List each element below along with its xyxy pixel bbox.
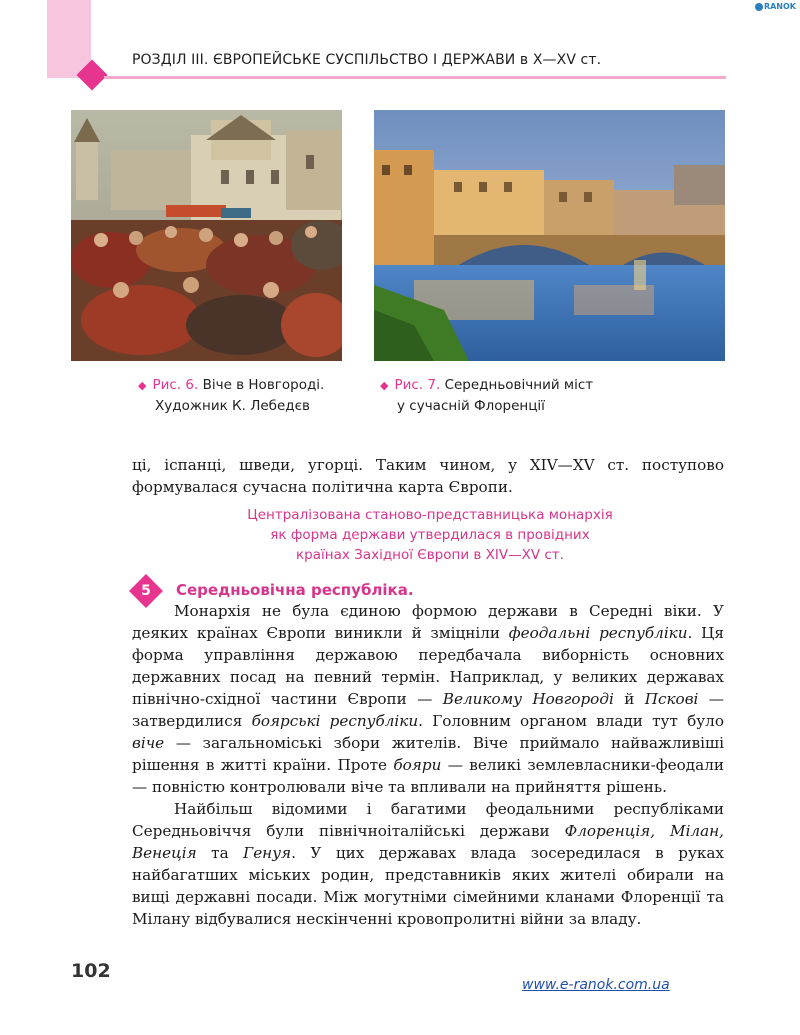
text-run: — загальноміські збори жителів. Віче приймало найважливіші рішення в житті країни. Проте bbox=[132, 734, 724, 774]
figure-7-line2: у сучасній Флоренції bbox=[397, 398, 545, 414]
term-novgorod: Великому Новгороді bbox=[442, 690, 614, 708]
conclusion-line-3: країнах Західної Європи в XIV—XV ст. bbox=[296, 547, 564, 563]
text-run: й bbox=[613, 690, 645, 708]
figure-7-caption bbox=[380, 375, 593, 416]
term-boyar-republics: боярські республіки bbox=[251, 712, 419, 730]
figure-7-label: Рис. 7. bbox=[394, 377, 441, 393]
logo-icon bbox=[755, 3, 763, 11]
subsection-number: 5 bbox=[141, 583, 151, 599]
subsection-title: Середньовічна республіка. bbox=[176, 581, 414, 599]
text-run: та bbox=[196, 844, 244, 862]
intro-paragraph bbox=[132, 454, 724, 498]
paragraph-monarchy bbox=[132, 600, 724, 798]
figure-veche-painting bbox=[71, 110, 342, 361]
publisher-website-link[interactable]: www.e-ranok.com.ua bbox=[522, 977, 670, 993]
term-feudal-republics: феодальні республіки bbox=[508, 624, 688, 642]
section-header: РОЗДІЛ ІІІ. ЄВРОПЕЙСЬКЕ СУСПІЛЬСТВО І ДЕРЖАВИ в X—XV ст. bbox=[132, 52, 602, 68]
caption-diamond-icon: ◆ bbox=[380, 379, 389, 392]
term-genoa: Генуя bbox=[243, 844, 292, 862]
veche-painting-image bbox=[71, 110, 342, 361]
figure-6-caption bbox=[138, 375, 324, 416]
conclusion-line-1: Централізована станово-представницька монархія bbox=[247, 507, 613, 523]
text-run: . У цих державах влада зосередилася в руках найбагатших міських родин, представників яких жителі обирали на вищі державні посади. Між могутніми сімейними кланами Флоренції та Мілану відбувалися нескінченні кровопролитні війни за владу. bbox=[132, 844, 724, 928]
figure-bridge-photo bbox=[374, 110, 725, 361]
header-rule bbox=[104, 76, 726, 79]
term-pskov: Пскові bbox=[644, 690, 699, 708]
bridge-photo-image bbox=[374, 110, 725, 361]
text-run: Найбільш відомими і багатими феодальними республіками Середньовіччя були північноіталійські держави bbox=[132, 800, 724, 840]
figure-7-line1: Середньовічний міст bbox=[444, 377, 594, 393]
conclusion-line-2: як форма держави утвердилася в провідних bbox=[270, 527, 590, 543]
paragraph-italian-republics bbox=[132, 798, 724, 930]
text-run: Монархія не була єдиною формою держави в Середні віки. У деяких країнах Європи виникли й зміцніли bbox=[132, 602, 724, 642]
figure-6-label: Рис. 6. bbox=[152, 377, 199, 393]
main-text bbox=[132, 600, 724, 930]
figure-6-line2: Художник К. Лебедєв bbox=[155, 398, 310, 414]
logo-text: RANOK bbox=[763, 2, 796, 11]
caption-diamond-icon: ◆ bbox=[138, 379, 147, 392]
text-run: . Ця форма управління державою передбачала виборність основних державних посад на певний термін. Наприклад, у великих державах північно-східної частини Європи — bbox=[132, 624, 724, 708]
text-run: . Головним органом влади тут було bbox=[418, 712, 724, 730]
term-veche: віче bbox=[132, 734, 165, 752]
text-run: — великі землевласники-феодали — повністю контролювали віче та впливали на прийняття рішень. bbox=[132, 756, 724, 796]
intro-text: ці, іспанці, шведи, угорці. Таким чином, у XIV—XV ст. поступово формувалася сучасна політична карта Європи. bbox=[132, 456, 724, 496]
page-number: 102 bbox=[71, 960, 111, 982]
publisher-logo bbox=[755, 2, 796, 11]
term-italian-cities: Флоренція, Мілан, Венеція bbox=[132, 822, 724, 862]
key-conclusion bbox=[160, 505, 700, 565]
text-run: — затвердилися bbox=[132, 690, 724, 730]
term-boyars: бояри bbox=[393, 756, 442, 774]
figure-6-line1: Віче в Новгороді. bbox=[202, 377, 325, 393]
